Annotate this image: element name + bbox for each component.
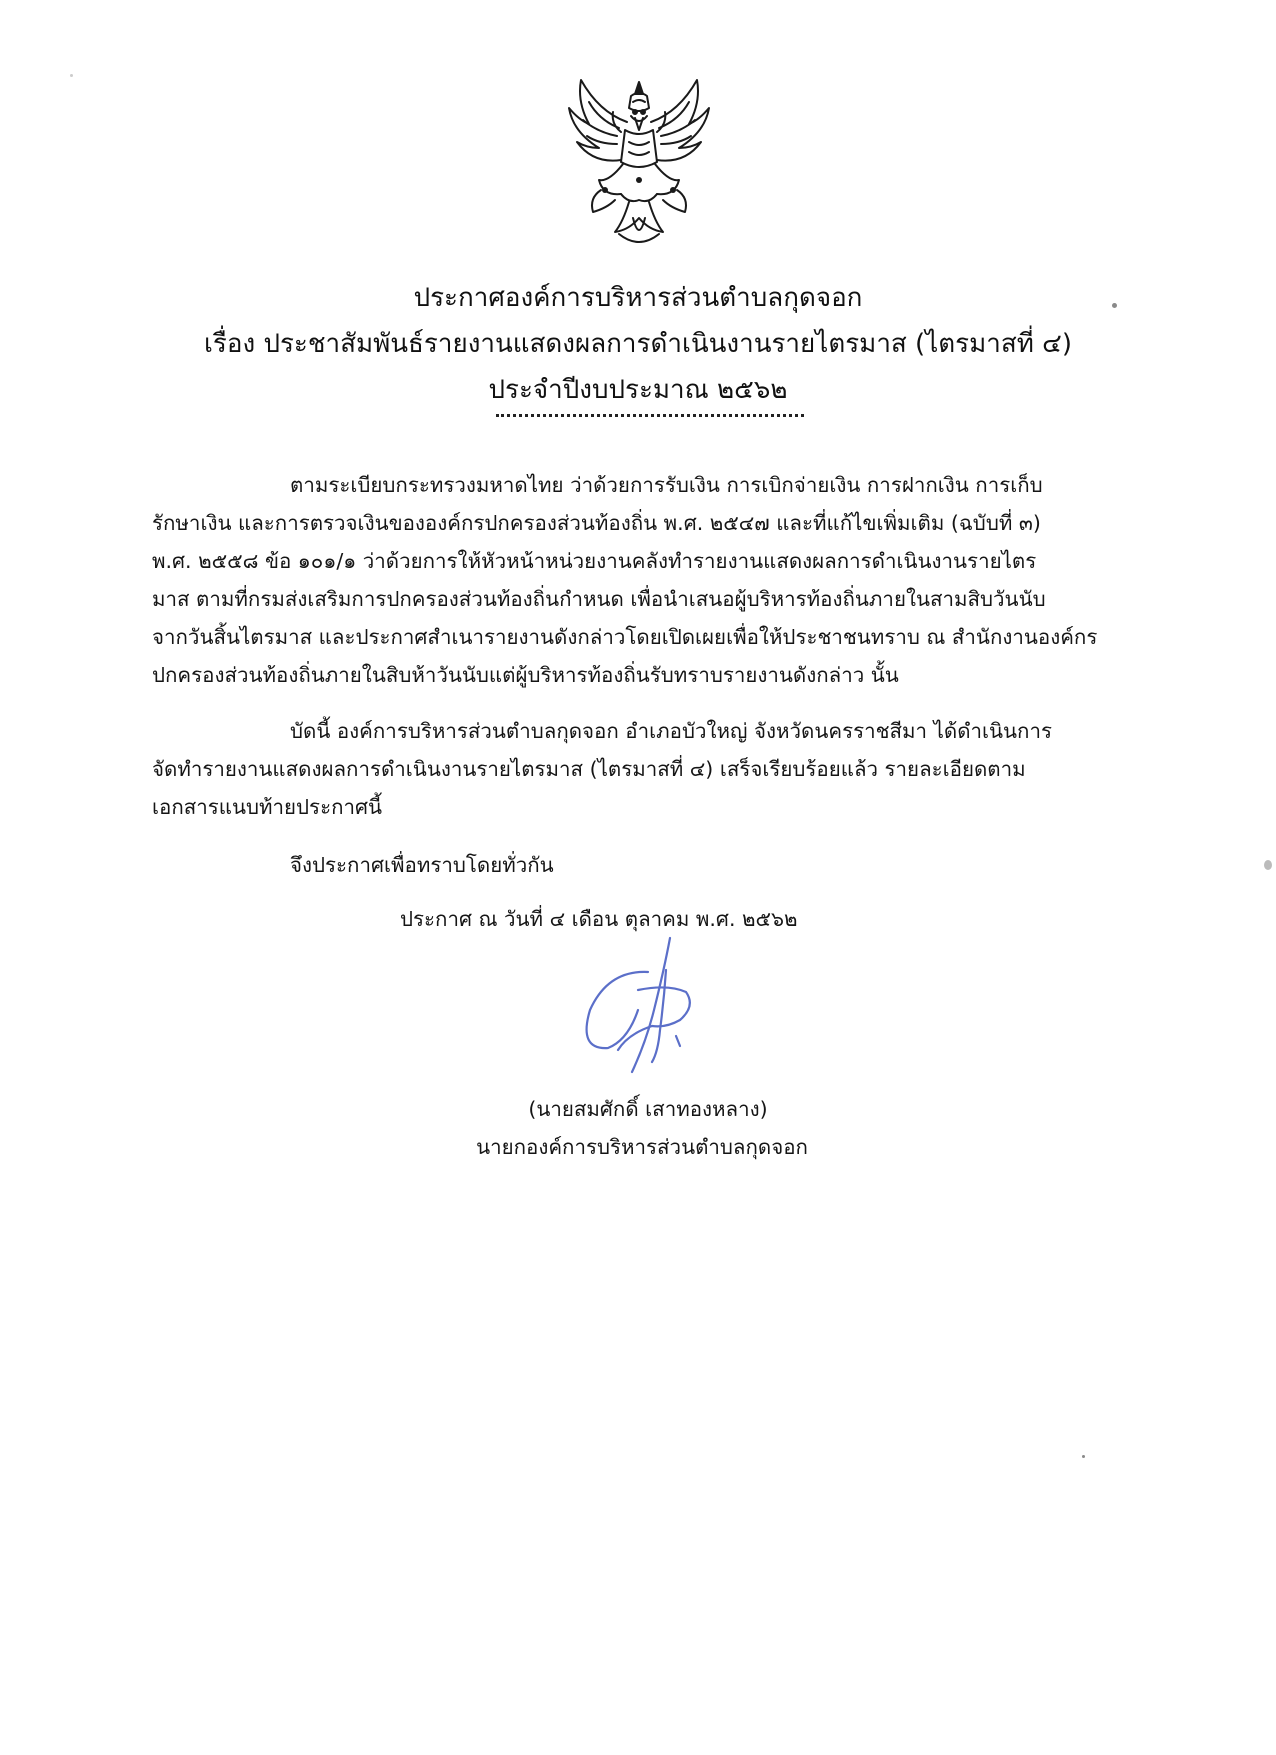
handwritten-signature: [568, 930, 738, 1080]
closing-statement: [290, 846, 554, 884]
paragraph-line: ตามระเบียบกระทรวงมหาดไทย ว่าด้วยการรับเงิน การเบิกจ่ายเงิน การฝากเงิน การเก็บ: [290, 473, 1043, 497]
garuda-emblem: [559, 72, 719, 257]
paragraph-line: บัดนี้ องค์การบริหารส่วนตำบลกุดจอก อำเภอบัวใหญ่ จังหวัดนครราชสีมา ได้ดำเนินการ: [290, 719, 1052, 743]
scan-speck: [1082, 1455, 1085, 1458]
scan-speck: [70, 74, 73, 77]
dotted-divider: [496, 414, 804, 417]
closing-text: จึงประกาศเพื่อทราบโดยทั่วกัน: [290, 853, 554, 877]
heading-title: ประกาศองค์การบริหารส่วนตำบลกุดจอก: [413, 283, 863, 313]
paragraph-line: จัดทำรายงานแสดงผลการดำเนินงานรายไตรมาส (ไตรมาสที่ ๔) เสร็จเรียบร้อยแล้ว รายละเอียดตาม: [152, 757, 1026, 781]
signatory-position: นายกองค์การบริหารส่วนตำบลกุดจอก: [476, 1135, 808, 1159]
paragraph-line: รักษาเงิน และการตรวจเงินขององค์กรปกครองส่วนท้องถิ่น พ.ศ. ๒๕๔๗ และที่แก้ไขเพิ่มเติม (ฉบับที่ ๓): [152, 511, 1041, 535]
paragraph-line: ปกครองส่วนท้องถิ่นภายในสิบห้าวันนับแต่ผู้บริหารท้องถิ่นรับทราบรายงานดังกล่าว นั้น: [152, 663, 899, 687]
heading-fiscal-year: ประจำปีงบประมาณ ๒๕๖๒: [488, 375, 788, 405]
paragraph-line: เอกสารแนบท้ายประกาศนี้: [152, 795, 383, 819]
date-text: ประกาศ ณ วันที่ ๔ เดือน ตุลาคม พ.ศ. ๒๕๖๒: [400, 907, 798, 931]
body-paragraph-1: [152, 466, 1124, 694]
paragraph-line: พ.ศ. ๒๕๕๘ ข้อ ๑๐๑/๑ ว่าด้วยการให้หัวหน้าหน่วยงานคลังทำรายงานแสดงผลการดำเนินงานรายไตร: [152, 549, 1037, 573]
body-paragraph-2: [152, 712, 1124, 826]
scan-speck: [1112, 303, 1117, 308]
heading-subject: เรื่อง ประชาสัมพันธ์รายงานแสดงผลการดำเนินงานรายไตรมาส (ไตรมาสที่ ๔): [204, 329, 1072, 359]
announcement-heading: [0, 275, 1276, 413]
scan-speck: [1264, 860, 1272, 870]
paragraph-line: มาส ตามที่กรมส่งเสริมการปกครองส่วนท้องถิ่นกำหนด เพื่อนำเสนอผู้บริหารท้องถิ่นภายในสามสิบวันนับ: [152, 587, 1046, 611]
paragraph-line: จากวันสิ้นไตรมาส และประกาศสำเนารายงานดังกล่าวโดยเปิดเผยเพื่อให้ประชาชนทราบ ณ สำนักงานองค์กร: [152, 625, 1098, 649]
signatory-name: (นายสมศักดิ์ เสาทองหลาง): [528, 1097, 768, 1121]
